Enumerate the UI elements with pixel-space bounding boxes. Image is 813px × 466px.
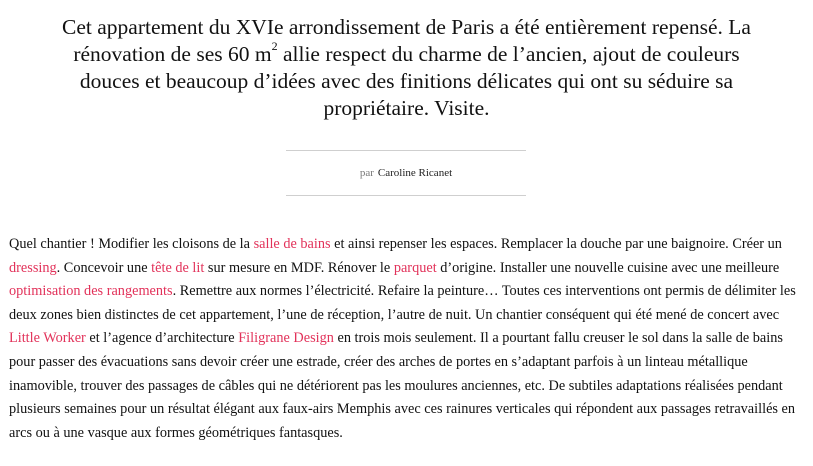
- body-text-segment: et l’agence d’architecture: [85, 330, 239, 347]
- byline-author[interactable]: Caroline Ricanet: [377, 167, 453, 179]
- body-text-segment: sur mesure en MDF. Rénover le: [204, 259, 394, 276]
- byline-prefix: par: [359, 167, 374, 179]
- lede-text-2: allie respect du charme de l’ancien, ajout de couleurs douces et beaucoup d’idées avec des finitions délicates qui ont su séduire sa propriétaire. Visite.: [79, 42, 740, 120]
- article-lede: [60, 14, 753, 122]
- link-filigrane-design[interactable]: Filigrane Design: [238, 330, 334, 347]
- bottom-divider: [286, 195, 526, 196]
- body-text-segment: et ainsi repenser les espaces. Remplacer la douche par une baignoire. Créer un: [330, 236, 782, 252]
- lede-text-1: Cet appartement du XVIe arrondissement de Paris a été entièrement repensé. La rénovation de ses 60 m: [62, 15, 751, 66]
- top-divider: [286, 150, 526, 151]
- link-optimisation-des-rangements[interactable]: optimisation des rangements: [9, 283, 173, 300]
- body-text-segment: . Concevoir une: [56, 259, 152, 276]
- body-text-segment: . Remettre aux normes l’électricité. Refaire la peinture… Toutes ces interventions ont permis de délimiter les deux zones bien distinctes de cet appartement, l’une de réception, l’autre de nuit. Un chantier conséquent qui été mené de concert avec: [9, 283, 796, 323]
- body-text-segment: d’origine. Installer une nouvelle cuisine avec une meilleure: [436, 259, 780, 276]
- body-text-segment: en trois mois seulement. Il a pourtant fallu creuser le sol dans la salle de bains pour passer des évacuations sans devoir créer une estrade, créer des arches de portes en s’adaptant parfois à un linteau métallique inamovible, trouver des passages de câbles qui ne détériorent pas les moulures anciennes, etc. De subtiles adaptations réalisées pendant plusieurs semaines pour un résultat élégant aux faux-airs Memphis avec ces rainures verticales qui répondent aux passages retravaillés en arcs ou à une vasque aux formes géométriques fantasques.: [9, 330, 796, 441]
- lede-superscript: 2: [271, 38, 278, 53]
- link-parquet[interactable]: parquet: [393, 259, 437, 276]
- link-little-worker[interactable]: Little Worker: [9, 330, 86, 347]
- byline: [286, 167, 526, 179]
- article-body: [9, 233, 807, 445]
- link-salle-de-bains[interactable]: salle de bains: [253, 236, 331, 252]
- link-tete-de-lit[interactable]: tête de lit: [151, 259, 205, 276]
- link-dressing[interactable]: dressing: [9, 259, 57, 276]
- body-text-segment: Quel chantier ! Modifier les cloisons de la: [9, 236, 254, 252]
